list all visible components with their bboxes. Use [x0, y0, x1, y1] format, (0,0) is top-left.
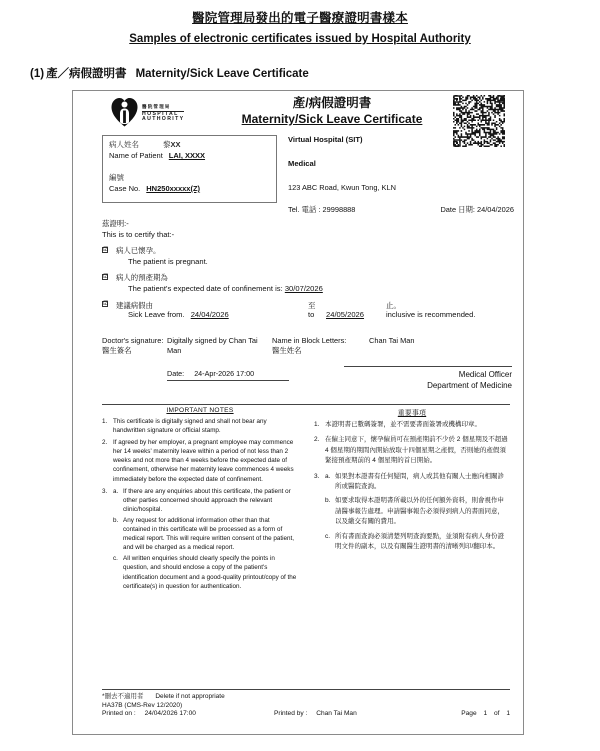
signature-date-label: Date:	[167, 369, 185, 378]
certify-header-english: This is to certify that:-	[102, 230, 175, 239]
doctor-signature-label	[102, 336, 163, 356]
printed-on	[102, 710, 196, 717]
hospital-authority-logo	[111, 97, 184, 127]
certify-item1-english: The patient is pregnant.	[128, 257, 208, 266]
sick-leave-to-chinese: 至	[308, 301, 316, 310]
hospital-department: Medical	[288, 159, 316, 168]
logo-text-line2: AUTHORITY	[142, 116, 185, 123]
sick-leave-tail: inclusive is recommended.	[386, 310, 476, 319]
signature-date	[167, 369, 289, 381]
doctor-signature-label-en: Doctor's signature:	[102, 336, 164, 345]
note-subitem-letter: a.	[113, 487, 119, 495]
certify-header-chinese: 茲證明:-	[102, 219, 129, 228]
case-no-label-chinese: 編號	[109, 173, 124, 182]
certify-item-sick-leave[interactable]	[102, 300, 502, 322]
sick-leave-end-chinese: 止。	[386, 301, 401, 310]
block-letters-label	[272, 336, 346, 356]
notes-column-chinese	[306, 405, 510, 594]
case-no-label: Case No.	[109, 184, 141, 193]
note-text: 本證明書已數碼簽署，並不需要書面簽署或機構印章。	[325, 421, 481, 428]
printed-by-value: Chan Tai Man	[316, 710, 357, 717]
note-number: 1.	[314, 421, 320, 428]
hospital-address: 123 ABC Road, Kwun Tong, KLN	[288, 183, 396, 192]
doctor-signature-value: Digitally signed by Chan Tai Man	[167, 336, 258, 355]
certify-item1-chinese: 病人已懷孕。	[116, 246, 161, 255]
case-no-row	[109, 183, 270, 194]
note-subitem	[113, 516, 298, 552]
patient-name-value-chinese: 黎XX	[163, 140, 181, 149]
note-subitem-text: 如果對本證書有任何疑問，病人或其他有關人士應向相關診所或醫院查詢。	[335, 472, 504, 491]
sick-leave-to-value: 24/05/2026	[326, 310, 365, 319]
hospital-name: Virtual Hospital (SIT)	[288, 135, 363, 144]
section-number: (1)	[30, 68, 45, 80]
issue-date-value: 24/04/2026	[477, 205, 514, 214]
checkbox-confinement[interactable]: ☑	[103, 274, 109, 280]
certify-item2-chinese: 病人的預產期為	[116, 273, 168, 282]
note-subitem	[325, 532, 510, 553]
form-code: HA37B (CMS-Rev 12/2020)	[102, 702, 183, 709]
page-heading-english: Samples of electronic certificates issued by Hospital Authority	[129, 33, 471, 45]
sick-leave-from	[128, 310, 229, 319]
logo-text-chinese: 醫院管理局	[142, 104, 171, 110]
patient-name-row	[109, 150, 270, 161]
print-info-row	[102, 710, 510, 720]
note-subitem-letter: a.	[325, 472, 331, 480]
logo-text-line1: HOSPITAL	[142, 111, 179, 118]
case-no-value: HN250xxxxx(Z)	[146, 184, 201, 193]
certificate-header	[73, 91, 523, 135]
section-title-chinese: 產／病假證明書	[46, 68, 127, 80]
block-letters-label-en: Name in Block Letters:	[272, 336, 347, 345]
note-item	[314, 472, 510, 553]
block-letters-label-zh: 醫生姓名	[272, 346, 302, 355]
note-number: 2.	[314, 436, 320, 444]
note-subitem-letter: b.	[113, 516, 119, 524]
note-subitem	[113, 554, 298, 590]
patient-name-label: Name of Patient	[109, 151, 163, 160]
confinement-text: The patient's expected date of confinement is:	[128, 284, 283, 293]
section-title-english: Maternity/Sick Leave Certificate	[135, 68, 309, 80]
logo-wordmark	[142, 101, 184, 122]
sick-leave-from-label: Sick Leave from.	[128, 310, 185, 319]
page-number: 1	[483, 710, 488, 717]
telephone-value: 29998888	[322, 205, 356, 214]
note-subitem	[325, 496, 510, 527]
certificate-frame	[72, 90, 524, 735]
note-text: 在僱主同意下，懷孕僱員可在預產期前不少於 2 個星期及不超過 4 個星期的期間內開始放取十四個星期之產假，否則她的產假須緊接預產期前的 4 個星期的首日開始。	[325, 436, 508, 465]
issue-date	[440, 204, 514, 215]
note-item	[102, 438, 298, 483]
important-notes-section	[102, 404, 510, 594]
certificate-footer	[102, 689, 510, 720]
note-item	[102, 487, 298, 591]
note-number: 1.	[102, 418, 108, 425]
confinement-date-value: 30/07/2026	[284, 284, 323, 293]
patient-and-hospital-row	[73, 135, 523, 213]
page-header	[0, 0, 600, 49]
certify-item-confinement[interactable]	[102, 273, 502, 294]
notes-heading-chinese: 重要事項	[397, 410, 427, 417]
page-heading-chinese: 醫院管理局發出的電子醫療證明書樣本	[192, 11, 408, 25]
note-subitem	[113, 487, 298, 514]
note-subitem-text: 如要求取得本證明書所載以外的任何額外資料，則會視作申請醫事報告處理。申請醫事報告必須得到病人的書面同意，以及繳交有關的費用。	[335, 497, 504, 526]
note-subitem-text: Any request for additional information other than that contained in this certificate will be processed as a form of medical report. This will require written consent of the patient, and will be charged as a medical report.	[123, 516, 295, 552]
note-text: If agreed by her employer, a pregnant employee may commence her 14 weeks' maternity leave within a period of not less than 2 weeks and not more than 4 weeks before the expected date of confinement, otherwise her maternity leave commences 4 weeks immediately before the expected date of confinement.	[113, 439, 294, 483]
note-number: 3.	[102, 487, 108, 495]
page-indicator	[461, 710, 510, 717]
hospital-info	[288, 134, 518, 215]
note-subitem-letter: c.	[113, 555, 118, 563]
delete-note-chinese: *刪去不適用者	[102, 693, 144, 700]
note-number: 2.	[102, 439, 108, 447]
medical-officer-block	[344, 366, 512, 391]
note-subitem	[325, 472, 510, 493]
hospital-telephone	[288, 204, 355, 215]
certify-section	[102, 219, 502, 322]
doctor-signature-label-zh: 醫生簽名	[102, 346, 132, 355]
delete-if-not-appropriate	[102, 692, 510, 701]
sick-leave-label-chinese: 建議病假由	[116, 301, 153, 310]
notes-columns	[102, 405, 510, 594]
sick-leave-from-value: 24/04/2026	[190, 310, 229, 319]
note-text: This certificate is digitally signed and shall not bear any handwritten signature or official stamp.	[113, 418, 267, 435]
printed-by	[274, 710, 357, 717]
certificate-title-english: Maternity/Sick Leave Certificate	[241, 112, 423, 126]
delete-note-english: Delete if not appropriate	[155, 693, 225, 700]
note-subitem-text: If there are any enquiries about this certificate, the patient or other parties concerned should approach the relevant clinic/hospital.	[123, 487, 291, 513]
hospital-contact-row	[288, 204, 518, 215]
patient-info-box	[102, 135, 277, 203]
telephone-label: Tel. 電話 :	[288, 205, 321, 214]
medical-officer-title: Medical Officer	[458, 370, 512, 379]
sick-leave-chinese-row	[116, 300, 502, 310]
certify-item2-english	[128, 283, 502, 294]
printed-on-value: 24/04/2026 17:00	[144, 710, 196, 717]
block-letters-value: Chan Tai Man	[369, 336, 415, 345]
footer-divider	[102, 689, 510, 690]
medical-officer-department: Department of Medicine	[427, 381, 512, 390]
patient-box-spacer	[109, 161, 270, 173]
sick-leave-to-label: to	[308, 310, 315, 319]
note-item	[314, 420, 510, 430]
note-item	[314, 435, 510, 466]
signature-section	[102, 336, 512, 398]
certify-item-pregnant[interactable]	[102, 246, 502, 267]
checkbox-sick-leave[interactable]: ☑	[103, 301, 109, 307]
notes-column-english	[102, 405, 306, 594]
heart-person-logo-icon	[111, 97, 138, 127]
printed-by-label: Printed by :	[274, 710, 308, 717]
note-subitem-text: All written enquiries should clearly specify the points in question, and should enclose a copy of the patient's identification document and a good-quality printout/copy of the certificate(s) in question for authentication.	[123, 555, 297, 590]
patient-name-value: LAI, XXXX	[168, 151, 206, 160]
printed-on-label: Printed on :	[102, 710, 136, 717]
section-title	[30, 65, 600, 81]
note-subitem-letter: b.	[325, 497, 331, 505]
notes-heading-english: IMPORTANT NOTES	[166, 407, 234, 414]
signature-date-value: 24-Apr-2026 17:00	[194, 369, 255, 378]
certificate-title	[223, 96, 441, 127]
certificate-title-chinese: 產/病假證明書	[292, 96, 372, 110]
note-number: 3.	[314, 472, 320, 480]
sick-leave-english-row	[128, 310, 502, 322]
page-label: Page	[461, 710, 477, 717]
note-item	[102, 417, 298, 435]
patient-name-label-chinese: 病人姓名 黎XX	[109, 140, 181, 149]
issue-date-label: Date 日期:	[440, 205, 475, 214]
note-subitem-text: 所有書面查詢必須清楚列明查詢要點，並須附有病人身份證明文件的副本，以及有關醫生證明書的清晰列印/翻印本。	[335, 532, 504, 551]
page-total: 1	[506, 710, 510, 717]
checkbox-pregnant[interactable]: ☑	[103, 247, 109, 253]
note-subitem-letter: c.	[325, 532, 331, 540]
page-of-label: of	[493, 710, 500, 717]
